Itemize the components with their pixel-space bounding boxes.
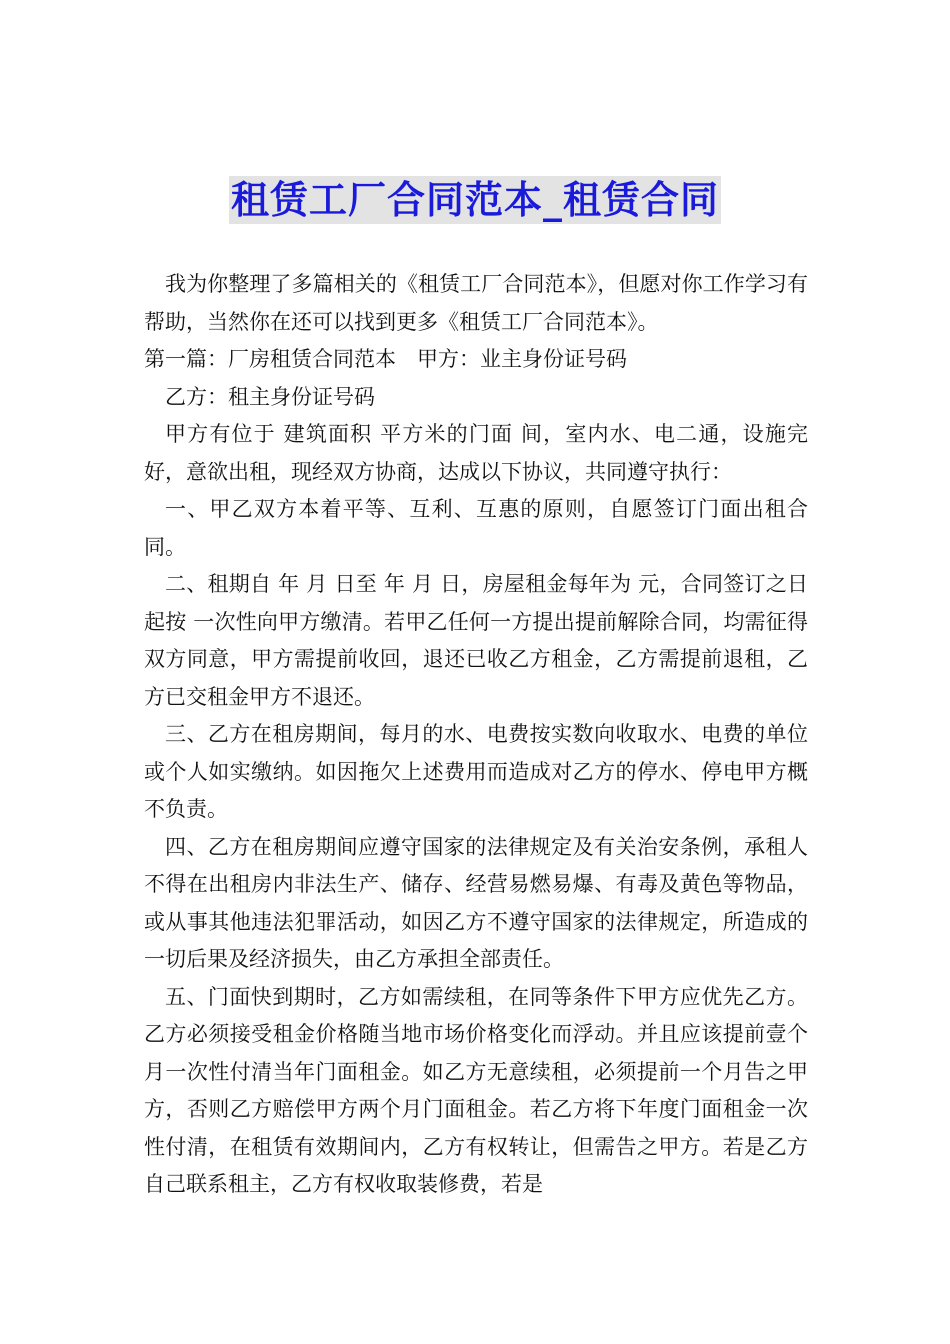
title-wrap	[0, 176, 950, 224]
paragraph-clause-1: 一、甲乙双方本着平等、互利、互惠的原则，自愿签订门面出租合同。	[144, 497, 808, 559]
paragraph-clause-2: 二、租期自 年 月 日至 年 月 日，房屋租金每年为 元，合同签订之日起按 一次性向甲方缴清。若甲乙任何一方提出提前解除合同，均需征得双方同意，甲方需提前收回，退还已收乙方租金，乙方需提前退租，乙方已交租金甲方不退还。	[144, 572, 808, 709]
document-body	[144, 266, 808, 1204]
paragraph-premises: 甲方有位于 建筑面积 平方米的门面 间，室内水、电二通，设施完好，意欲出租，现经双方协商，达成以下协议，共同遵守执行：	[144, 422, 808, 484]
document-title: 租赁工厂合同范本_租赁合同	[230, 178, 719, 222]
paragraph-chapter-heading: 第一篇：厂房租赁合同范本 甲方：业主身份证号码	[144, 347, 627, 371]
paragraph-clause-3: 三、乙方在租房期间，每月的水、电费按实数向收取水、电费的单位或个人如实缴纳。如因拖欠上述费用而造成对乙方的停水、停电甲方概不负责。	[144, 722, 808, 821]
paragraph-party-b: 乙方：租主身份证号码	[165, 384, 375, 409]
paragraph-clause-5: 五、门面快到期时，乙方如需续租，在同等条件下甲方应优先乙方。乙方必须接受租金价格随当地市场价格变化而浮动。并且应该提前壹个月一次性付清当年门面租金。如乙方无意续租，必须提前一个月告之甲方，否则乙方赔偿甲方两个月门面租金。若乙方将下年度门面租金一次性付清，在租赁有效期间内，乙方有权转让，但需告之甲方。若是乙方自己联系租主，乙方有权收取装修费，若是	[144, 984, 808, 1196]
paragraph-intro: 我为你整理了多篇相关的《租赁工厂合同范本》，但愿对你工作学习有帮助，当然你在还可以找到更多《租赁工厂合同范本》。	[144, 272, 808, 334]
paragraph-clause-4: 四、乙方在租房期间应遵守国家的法律规定及有关治安条例，承租人不得在出租房内非法生产、储存、经营易燃易爆、有毒及黄色等物品，或从事其他违法犯罪活动，如因乙方不遵守国家的法律规定，所造成的一切后果及经济损失，由乙方承担全部责任。	[144, 834, 808, 971]
